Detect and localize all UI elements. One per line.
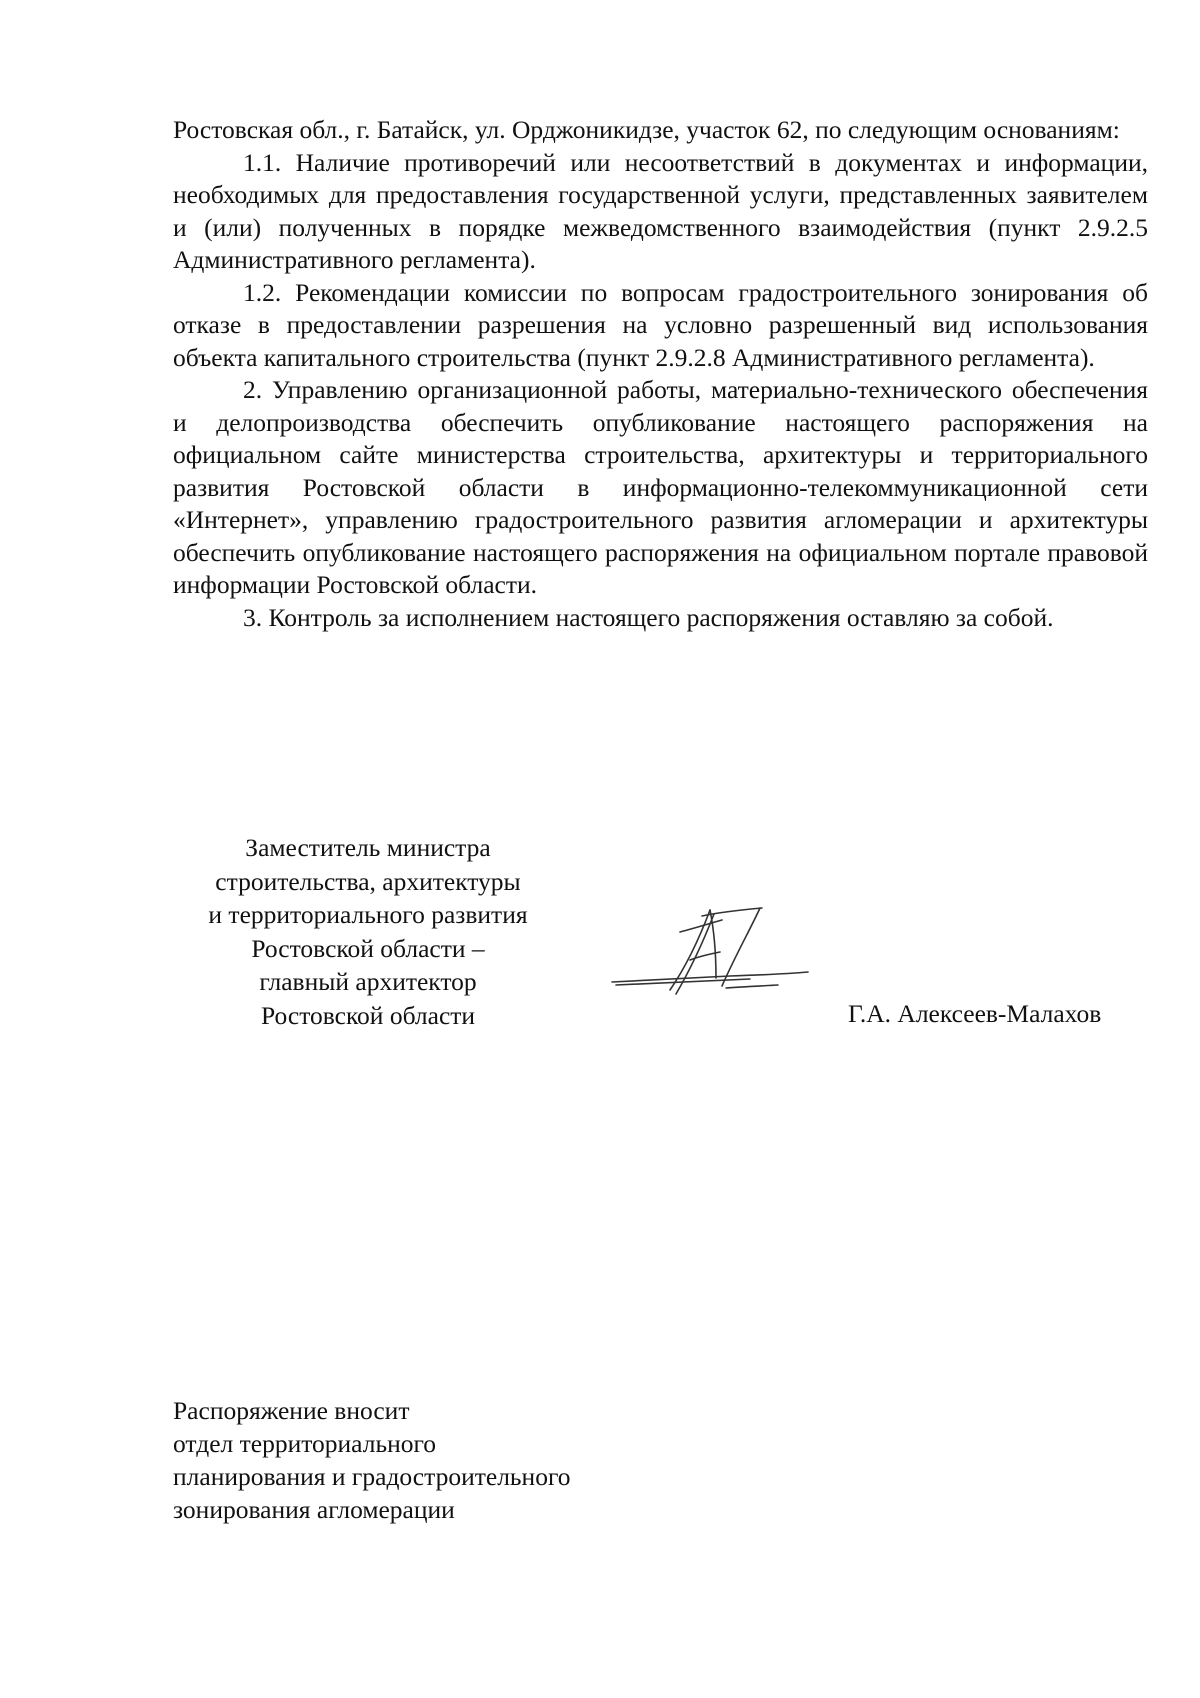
submitted-by-line: Распоряжение вносит <box>173 1396 410 1425</box>
signer-name: Г.А. Алексеев-Малахов <box>848 999 1102 1028</box>
paragraph-item-3: 3. Контроль за исполнением настоящего распоряжения оставляю за собой. <box>243 602 1054 632</box>
handwritten-signature <box>610 890 810 1000</box>
signer-position-line: строительства, архитектуры <box>215 866 521 896</box>
submitted-by-line: отдел территориального <box>173 1429 437 1458</box>
document-body <box>173 114 1148 634</box>
signer-position-line: Ростовской области – <box>251 933 485 963</box>
paragraph-item-1-1: 1.1. Наличие противоречий или несоответствий в документах и информации, необходимых для предоставления государственной услуги, представленных заявителем и (или) полученных в порядке межведомственного взаимодействия (пункт 2.9.2.5 Административного регламента). <box>173 147 1148 274</box>
signer-position-line: Заместитель министра <box>245 833 491 862</box>
paragraph-item-1-2: 1.2. Рекомендации комиссии по вопросам градостроительного зонирования об отказе в предоставлении разрешения на условно разрешенный вид использования объекта капитального строительства (пункт 2.9.2.8 Административного регламента). <box>173 277 1148 372</box>
submitted-by-line: зонирования агломерации <box>173 1495 455 1524</box>
signer-position-line: главный архитектор <box>259 967 477 996</box>
signer-position-line: Ростовской области <box>260 1000 476 1030</box>
submitted-by-note <box>173 1394 571 1526</box>
signer-position-line: и территориального развития <box>208 900 528 929</box>
signer-position <box>183 831 553 1032</box>
paragraph-grounds-intro: Ростовская обл., г. Батайск, ул. Орджоникидзе, участок 62, по следующим основаниям: <box>173 115 1120 144</box>
submitted-by-line: планирования и градостроительного <box>173 1462 571 1491</box>
paragraph-item-2: 2. Управлению организационной работы, материально-технического обеспечения и делопроизводства обеспечить опубликование настоящего распоряжения на официальном сайте министерства строительства, архитектуры и территориального развития Ростовской области в информационно-телекоммуникационной сети «Интернет», управлению градостроительного развития агломерации и архитектуры обеспечить опубликование настоящего распоряжения на официальном портале правовой информации Ростовской области. <box>173 375 1148 599</box>
